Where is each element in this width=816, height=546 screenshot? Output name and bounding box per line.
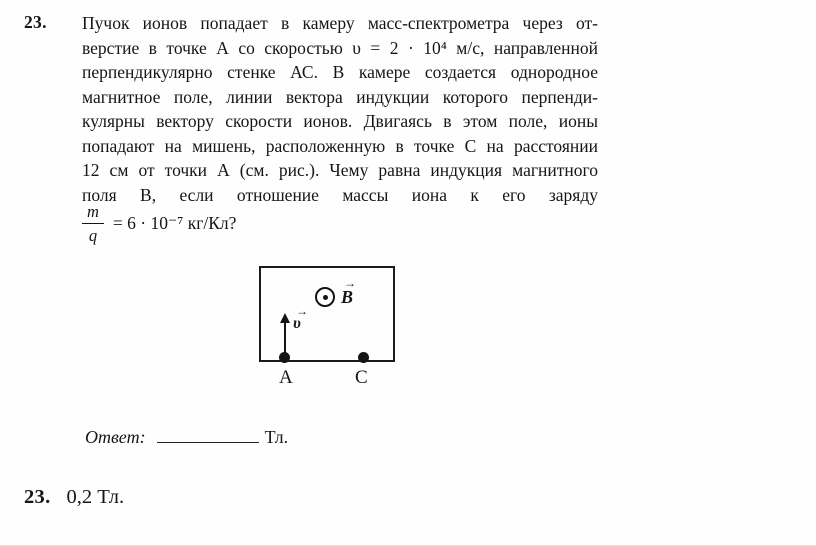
spectrometer-chamber-diagram	[259, 266, 395, 362]
problem-text-line: попадают на мишень, расположенную в точке С на расстоянии	[82, 135, 598, 156]
fraction-m-over-q	[82, 202, 104, 245]
point-c-dot	[358, 352, 369, 363]
problem-text-line: перпендикулярно стенке АС. В камере создается однородное	[82, 62, 598, 82]
b-letter: B	[341, 287, 354, 307]
answer-line	[85, 424, 288, 448]
problem-text-line: верстие в точке А со скоростью υ = 2 · 10⁴ м/с, направленной	[82, 37, 598, 58]
point-c-label: C	[355, 367, 368, 388]
vector-arrow-icon: →	[296, 304, 308, 318]
answer-key-number: 23.	[24, 486, 51, 508]
v-vector	[293, 304, 308, 333]
field-out-of-page-icon	[315, 287, 335, 307]
velocity-label	[293, 304, 308, 333]
fraction-numerator: m	[82, 202, 104, 224]
point-a-dot	[279, 352, 290, 363]
answer-unit: Тл.	[264, 426, 289, 447]
problem-text-line: Пучок ионов попадает в камеру масс-спектрометра через от-	[82, 13, 598, 33]
answer-blank-line	[157, 424, 259, 443]
problem-text-line: поля В, если отношение массы иона к его заряду	[82, 184, 598, 205]
b-vector	[341, 276, 356, 308]
problem-text-line: кулярны вектору скорости ионов. Двигаясь в этом поле, ионы	[82, 111, 598, 131]
problem-text-line: 12 см от точки А (см. рис.). Чему равна индукция магнитного	[82, 160, 598, 180]
field-dot	[323, 295, 328, 300]
vector-arrow-icon: →	[344, 276, 356, 290]
fraction-denominator: q	[88, 226, 98, 245]
formula-right-side: = 6 · 10⁻⁷ кг/Кл?	[112, 213, 237, 233]
mass-to-charge-formula	[82, 202, 236, 245]
answer-key-value: 0,2 Тл.	[66, 486, 125, 508]
magnetic-field-label	[341, 276, 356, 308]
v-letter: υ	[293, 315, 301, 332]
problem-number: 23.	[24, 12, 47, 32]
problem-text-line: магнитное поле, линии вектора индукции которого перпенди-	[82, 86, 598, 107]
answer-label: Ответ:	[85, 426, 146, 447]
point-a-label: A	[279, 367, 293, 388]
answer-key-row	[24, 486, 124, 509]
problem-text	[82, 11, 598, 207]
